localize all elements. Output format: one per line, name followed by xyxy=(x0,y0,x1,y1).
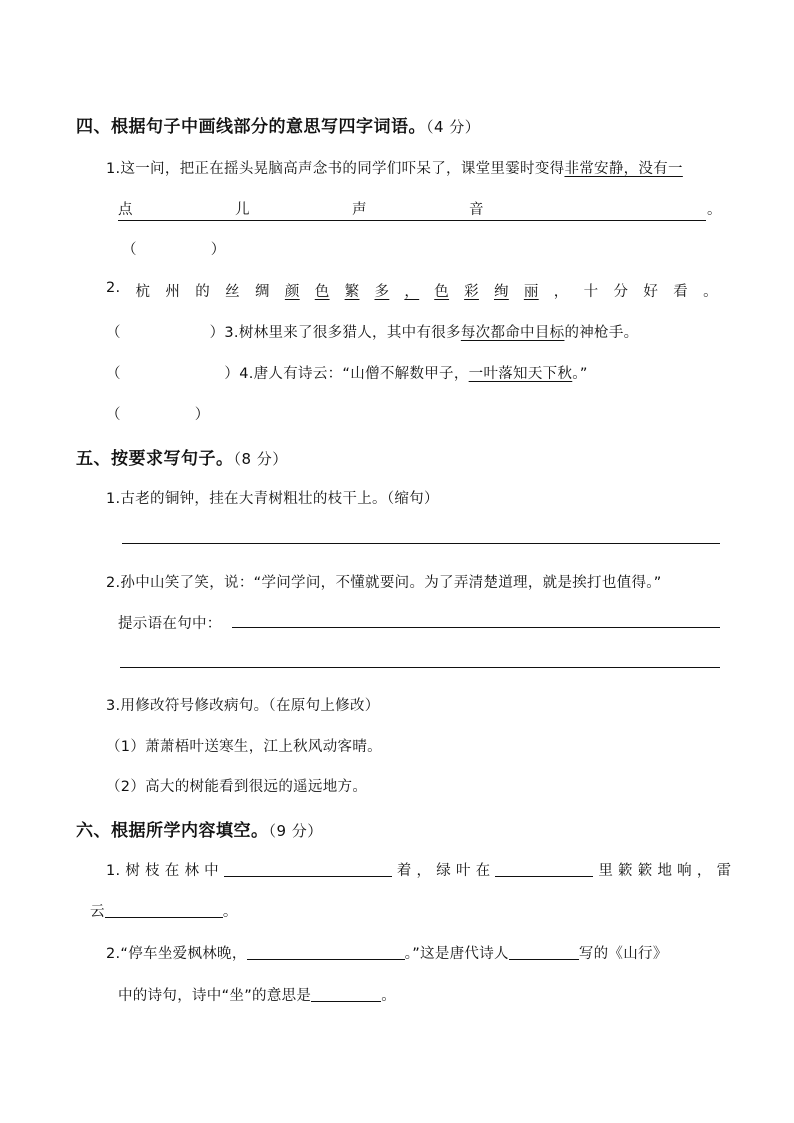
s6-q1-blank-3[interactable] xyxy=(105,903,223,918)
s6-q2-blank-1[interactable] xyxy=(247,945,405,960)
s5-q2-answer-line-2[interactable] xyxy=(120,667,720,668)
s5-q3-text: 3.用修改符号修改病句。（在原句上修改） xyxy=(106,698,380,714)
s6-q1-line2: 云 。 xyxy=(90,904,238,920)
s4-q3-line: （ ）3.树林里来了很多猎人，其中有很多每次都命中目标的神枪手。 xyxy=(106,325,639,341)
s6-q2-blank-3[interactable] xyxy=(311,987,381,1002)
s6-q2-line1: 2.“停车坐爱枫林晚， 。”这是唐代诗人 写的《山行》 xyxy=(106,946,668,962)
s5-q2-text: 2.孙中山笑了笑，说：“学问学问，不懂就要问。为了弄清楚道理，就是挨打也值得。” xyxy=(106,575,662,591)
section-5-score: （8 分） xyxy=(233,450,288,468)
section-4-title: 四、根据句子中画线部分的意思写四字词语。 xyxy=(76,117,426,137)
s5-q3-item-1: （1）萧萧梧叶送寒生，江上秋风动客晴。 xyxy=(106,739,382,755)
s4-q3-underlined: 每次都命中目标 xyxy=(460,325,565,341)
s6-q1-blank-1[interactable] xyxy=(224,862,392,877)
s4-q4-underlined: 一叶落知天下秋 xyxy=(468,366,573,382)
s5-q2-prompt-label: 提示语在句中： xyxy=(118,616,222,632)
section-6-score: （9 分） xyxy=(268,822,323,840)
s6-q2-blank-2[interactable] xyxy=(509,945,579,960)
section-5-title: 五、按要求写句子。 xyxy=(76,449,234,469)
section-6-title: 六、根据所学内容填空。 xyxy=(76,821,269,841)
s5-q1-text: 1.古老的铜钟，挂在大青树粗壮的枝干上。（缩句） xyxy=(106,491,439,507)
section-5-heading xyxy=(76,444,288,469)
s4-q4-line: （ ）4.唐人有诗云：“山僧不解数甲子，一叶落知天下秋。” xyxy=(106,366,588,382)
s4-q1-line2: 点 儿 声 音 xyxy=(118,198,706,221)
s4-q1-line1: 1.这一问，把正在摇头晃脑高声念书的同学们吓呆了，课堂里霎时变得非常安静，没有一 xyxy=(106,161,683,177)
s6-q1-line1: 1. 树 枝 在 林 中 着 ， 绿 叶 在 里 簌 簌 地 响 ， 雷 xyxy=(106,863,732,879)
section-4-score: （4 分） xyxy=(426,118,481,136)
s4-q3-answer-paren[interactable]: （ ） xyxy=(106,366,240,382)
s4-q1-underlined: 非常安静，没有一 xyxy=(564,161,683,177)
s4-q1-end-punct: 。 xyxy=(707,202,722,218)
s5-q2-answer-line-1[interactable] xyxy=(232,627,720,628)
s6-q1-blank-2[interactable] xyxy=(495,862,593,877)
section-4-heading xyxy=(76,112,480,137)
section-6-heading xyxy=(76,816,323,841)
s5-q1-answer-line[interactable] xyxy=(122,543,720,544)
s4-q2-line: 2. 杭 州 的 丝 绸 颜 色 繁 多 ， 色 彩 绚 丽 ， 十 分 好 看 。 xyxy=(106,280,718,300)
s6-q2-line2: 中的诗句，诗中“坐”的意思是 。 xyxy=(118,988,397,1004)
s5-q3-item-2: （2）高大的树能看到很远的遥远地方。 xyxy=(106,779,368,795)
s4-q1-answer-paren[interactable]: （ ） xyxy=(122,242,226,258)
s4-q4-answer-paren[interactable]: （ ） xyxy=(106,407,210,423)
s4-q2-answer-paren[interactable]: （ ） xyxy=(106,325,225,341)
